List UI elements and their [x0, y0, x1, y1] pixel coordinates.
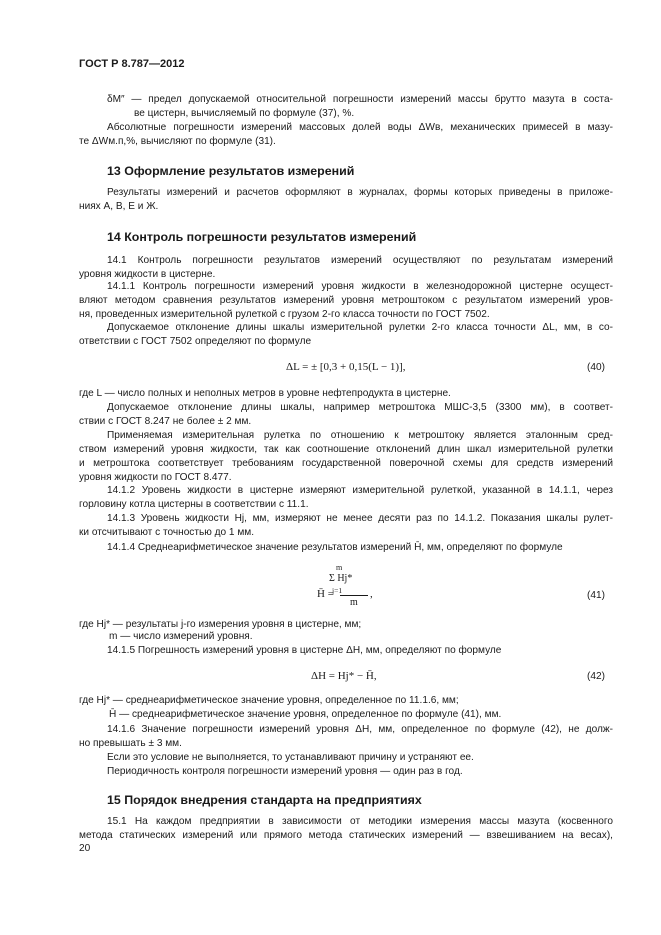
paragraph-line: уровня жидкости в цистерне.	[79, 269, 216, 280]
paragraph-line: и метроштока соответствует требованиям государственной поверочной схемы для средств измерений	[79, 458, 613, 469]
formula-41-fraction-bar	[340, 595, 368, 596]
document-header: ГОСТ Р 8.787—2012	[79, 58, 185, 70]
section-14-title: 14 Контроль погрешности результатов измерений	[107, 230, 417, 244]
formula-40-number: (40)	[587, 362, 605, 373]
intro-line: ве цистерн, вычисляемый по формуле (37), %.	[134, 108, 355, 119]
formula-41-numerator: Σ Hj*	[329, 573, 353, 584]
intro-line: те ΔWм.п,%, вычисляют по формуле (31).	[79, 136, 276, 147]
paragraph-line: ответствии с ГОСТ 7502 определяют по формуле	[79, 336, 312, 347]
paragraph-line: Если это условие не выполняется, то устанавливают причину и устраняют ее.	[107, 752, 474, 763]
paragraph-line: 14.1.2 Уровень жидкости в цистерне измеряют измерительной рулеткой, указанной в 14.1.1, через	[107, 485, 613, 496]
paragraph-line: горловину котла цистерны в соответствии с 11.1.	[79, 499, 309, 510]
paragraph-line: ниях А, В, Е и Ж.	[79, 201, 159, 212]
where-line	[79, 694, 459, 708]
paragraph-line: метода статических измерений или прямого метода статических измерений — взвешиванием на весах),	[79, 830, 613, 841]
formula-41-sum-lower: j=1	[332, 586, 343, 595]
paragraph-line: Периодичность контроля погрешности измерений уровня — один раз в год.	[107, 766, 463, 777]
formula-41-comma: ,	[370, 588, 373, 600]
paragraph-line: Допускаемое отклонение длины шкалы измерительной рулетки 2-го класса точности ΔL, мм, в со-	[107, 322, 613, 333]
paragraph-line: 15.1 На каждом предприятии в зависимости от методики измерения массы мазута (косвенного	[107, 816, 613, 827]
paragraph-line: ствии с ГОСТ 8.247 не более ± 2 мм.	[79, 416, 252, 427]
intro-line: Абсолютные погрешности измерений массовых долей воды ΔWв, механических примесей в мазу-	[107, 122, 613, 133]
where-text: — среднеарифметическое значение уровня, определенное по 11.1.6, мм;	[110, 695, 459, 706]
where-symbol: где Hj*	[79, 695, 110, 706]
section-15-title: 15 Порядок внедрения стандарта на предприятиях	[107, 793, 422, 807]
paragraph-line: Применяемая измерительная рулетка по отношению к метроштоку является эталонным сред-	[107, 430, 613, 441]
where-symbol: m	[109, 631, 118, 642]
intro-line: δM″ — предел допускаемой относительной погрешности измерений массы брутто мазута в состa-	[107, 94, 613, 105]
formula-40: ΔL = ± [0,3 + 0,15(L − 1)],	[286, 361, 406, 373]
formula-41-denominator: m	[350, 597, 358, 608]
formula-42-number: (42)	[587, 671, 605, 682]
where-text: — результаты j-го измерения уровня в цистерне, мм;	[110, 619, 362, 630]
paragraph-line: Результаты измерений и расчетов оформляют в журналах, формы которых приведены в приложе-	[107, 187, 613, 198]
paragraph-line: ня, проведенных измерительной рулеткой с грузом 2-го класса точности по ГОСТ 7502.	[79, 309, 490, 320]
where-line	[109, 708, 501, 722]
paragraph-line: Допускаемое отклонение длины шкалы, например метроштока МШС-3,5 (3300 мм), в соответ-	[107, 402, 613, 413]
paragraph-line: ки отсчитывают с точностью до 1 мм.	[79, 527, 255, 538]
paragraph-line: ством измерений уровня жидкости, так как соотношение отклонений длин шкал измерительной рулетки	[79, 444, 613, 455]
paragraph-line: 14.1 Контроль погрешности результатов измерений осуществляют по результатам измерений	[107, 255, 613, 266]
paragraph-line: уровня жидкости по ГОСТ 8.477.	[79, 472, 232, 483]
formula-42: ΔH = Hj* − H̄,	[311, 670, 377, 682]
formula-41-lhs: H̄ =	[317, 588, 334, 600]
formula-41-sum-upper: m	[336, 563, 343, 572]
paragraph-line: вляют методом сравнения результатов измерений уровня метроштоком с результатом измерений уров-	[79, 295, 613, 306]
paragraph-line: 14.1.1 Контроль погрешности измерений уровня жидкости в железнодорожной цистерне осущест-	[107, 281, 613, 292]
section-13-title: 13 Оформление результатов измерений	[107, 164, 355, 178]
where-symbol: H̄	[109, 709, 117, 720]
paragraph-line: 14.1.6 Значение погрешности измерений уровня ΔH, мм, определенное по формуле (42), не долж-	[107, 724, 613, 735]
paragraph-line: 14.1.3 Уровень жидкости Hj, мм, измеряют не менее десяти раз по 14.1.2. Показания шкалы рулет-	[107, 513, 613, 524]
page-number: 20	[79, 843, 91, 854]
where-symbol: где Hj*	[79, 619, 110, 630]
where-line	[109, 630, 253, 644]
paragraph-line: где L — число полных и неполных метров в уровне нефтепродукта в цистерне.	[79, 388, 451, 399]
paragraph-line: 14.1.4 Среднеарифметическое значение результатов измерений H̄, мм, определяют по формуле	[107, 542, 563, 553]
formula-41-number: (41)	[587, 590, 605, 601]
where-text: — среднеарифметическое значение уровня, определенное по формуле (41), мм.	[116, 709, 502, 720]
paragraph-line: но превышать ± 3 мм.	[79, 738, 182, 749]
where-text: — число измерений уровня.	[117, 631, 253, 642]
paragraph-line: 14.1.5 Погрешность измерений уровня в цистерне ΔH, мм, определяют по формуле	[107, 645, 502, 656]
